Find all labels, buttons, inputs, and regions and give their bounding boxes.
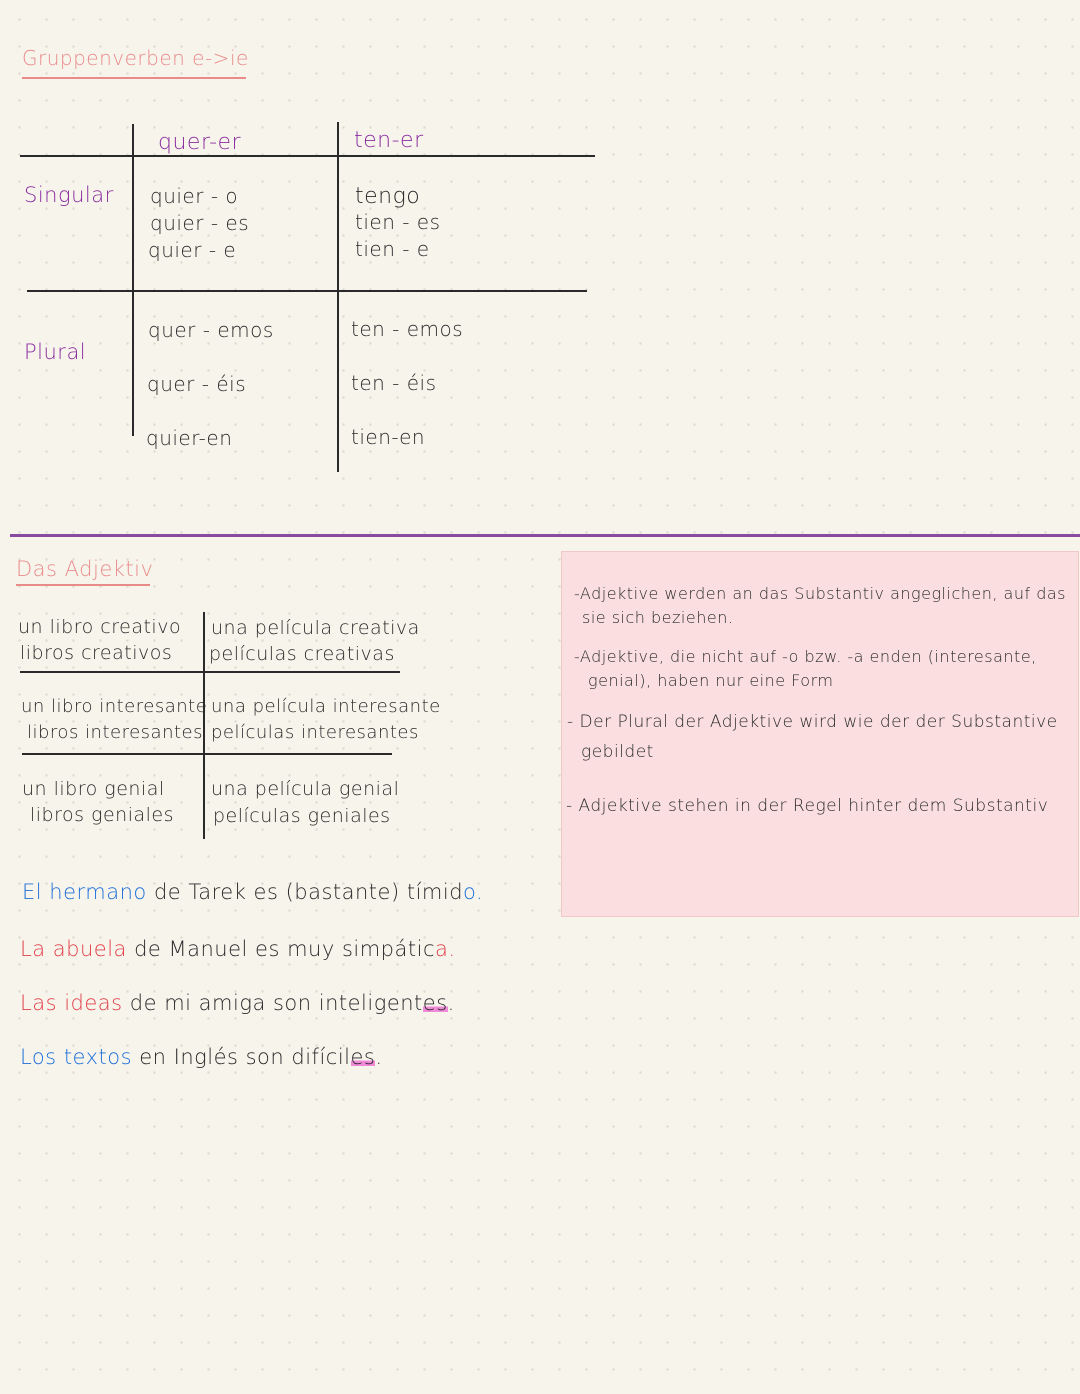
adjective-form: libros interesantes bbox=[27, 722, 203, 743]
rule-line: genial), haben nur eine Form bbox=[588, 671, 834, 690]
conjugation-cell: tien-en bbox=[351, 425, 426, 449]
rule-line: - Adjektive stehen in der Regel hinter dem Substantiv bbox=[566, 796, 1049, 816]
article: El bbox=[22, 880, 43, 904]
table-divider-horizontal bbox=[22, 753, 392, 755]
table-divider-vertical bbox=[337, 122, 339, 472]
rule-line: -Adjektive, die nicht auf -o bzw. -a enden (interesante, bbox=[574, 647, 1037, 666]
table-divider-horizontal bbox=[27, 290, 587, 292]
title-underline bbox=[16, 584, 150, 586]
period: . bbox=[447, 991, 455, 1015]
noun: textos bbox=[63, 1045, 133, 1069]
conjugation-cell: quier-en bbox=[146, 426, 233, 450]
table-divider-vertical bbox=[203, 612, 205, 839]
example-sentence bbox=[20, 991, 455, 1015]
period: . bbox=[448, 937, 456, 961]
adjective-title: Das Adjektiv bbox=[16, 557, 154, 581]
example-sentence bbox=[20, 937, 456, 961]
adjective-ending: es bbox=[350, 1045, 376, 1069]
noun: abuela bbox=[52, 937, 127, 961]
sentence-body: de Manuel es muy simpátic bbox=[126, 937, 435, 961]
conjugation-cell: quier - es bbox=[150, 211, 250, 235]
conjugation-cell: quier - o bbox=[150, 184, 239, 208]
conjugation-cell: quer - emos bbox=[148, 318, 274, 342]
noun: hermano bbox=[49, 880, 147, 904]
adjective-form: una película interesante bbox=[211, 696, 441, 717]
adjective-form: películas interesantes bbox=[211, 722, 419, 743]
adjective-ending: o bbox=[463, 880, 477, 904]
title-underline bbox=[22, 77, 246, 79]
example-sentence bbox=[22, 880, 483, 904]
period: . bbox=[375, 1045, 383, 1069]
column-header-tener: ten-er bbox=[354, 128, 424, 153]
sentence-body: de Tarek es (bastante) tímid bbox=[146, 880, 464, 904]
conjugation-cell: quier - e bbox=[148, 238, 237, 262]
adjective-form: libros creativos bbox=[20, 642, 173, 664]
rule-note bbox=[567, 707, 1058, 767]
table-divider-horizontal bbox=[20, 155, 595, 157]
period: . bbox=[476, 880, 484, 904]
rule-line: - Der Plural der Adjektive wird wie der der Substantive bbox=[567, 712, 1058, 732]
rules-note-box bbox=[561, 551, 1079, 917]
article: Las bbox=[20, 991, 58, 1015]
table-divider-vertical bbox=[132, 124, 134, 436]
conjugation-cell: quer - éis bbox=[147, 372, 247, 396]
article: Los bbox=[20, 1045, 57, 1069]
sentence-body: de mi amiga son inteligent bbox=[122, 991, 423, 1015]
adjective-form: un libro creativo bbox=[18, 616, 182, 638]
sentence-body: en Inglés son difícil bbox=[132, 1045, 351, 1069]
conjugation-cell: ten - emos bbox=[351, 317, 464, 341]
table-divider-horizontal bbox=[20, 671, 400, 673]
adjective-form: películas creativas bbox=[209, 643, 395, 665]
rule-line: -Adjektive werden an das Substantiv angeglichen, auf das bbox=[574, 584, 1066, 603]
row-label-plural: Plural bbox=[24, 340, 87, 364]
conjugation-cell: tien - es bbox=[355, 210, 441, 234]
rule-line: sie sich beziehen. bbox=[582, 608, 734, 627]
section-divider bbox=[10, 534, 1080, 537]
rule-note bbox=[574, 645, 1037, 693]
adjective-form: un libro genial bbox=[22, 778, 165, 800]
adjective-form: un libro interesante bbox=[21, 696, 208, 717]
adjective-form: una película genial bbox=[211, 778, 400, 800]
conjugation-cell: tengo bbox=[355, 184, 421, 209]
row-label-singular: Singular bbox=[24, 183, 114, 207]
article: La bbox=[20, 937, 46, 961]
rule-note bbox=[574, 582, 1066, 630]
conjugation-cell: ten - éis bbox=[351, 371, 437, 395]
conjugation-cell: tien - e bbox=[355, 237, 430, 261]
example-sentence bbox=[20, 1045, 383, 1069]
column-header-querer: quer-er bbox=[158, 130, 242, 155]
adjective-ending: es bbox=[422, 991, 448, 1015]
verbs-title: Gruppenverben e->ie bbox=[22, 46, 249, 70]
adjective-form: libros geniales bbox=[30, 804, 174, 826]
rule-note bbox=[566, 794, 1048, 818]
adjective-form: una película creativa bbox=[211, 617, 420, 639]
noun: ideas bbox=[64, 991, 123, 1015]
rule-line: gebildet bbox=[581, 742, 654, 762]
adjective-ending: a bbox=[435, 937, 449, 961]
adjective-form: películas geniales bbox=[213, 805, 391, 827]
